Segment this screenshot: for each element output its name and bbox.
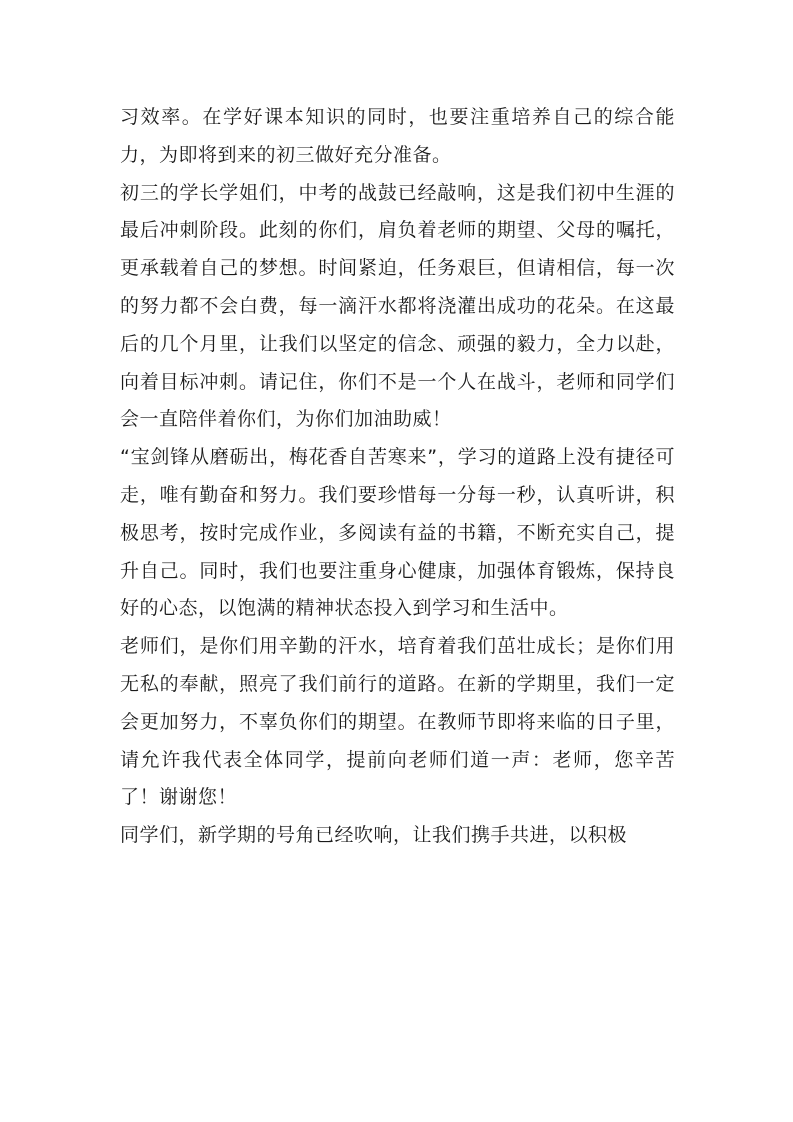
- paragraph-2: 初三的学长学姐们，中考的战鼓已经敲响，这是我们初中生涯的最后冲刺阶段。此刻的你们，肩负着老师的期望、父母的嘱托，更承载着自己的梦想。时间紧迫，任务艰巨，但请相信，每一次的努力都不会白费，每一滴汗水都将浇灌出成功的花朵。在这最后的几个月里，让我们以坚定的信念、顽强的毅力，全力以赴，向着目标冲刺。请记住，你们不是一个人在战斗，老师和同学们会一直陪伴着你们，为你们加油助威！: [120, 181, 675, 431]
- document-body: [120, 99, 675, 855]
- paragraph-4: 老师们，是你们用辛勤的汗水，培育着我们茁壮成长；是你们用无私的奉献，照亮了我们前行的道路。在新的学期里，我们一定会更加努力，不辜负你们的期望。在教师节即将来临的日子里，请允许我代表全体同学，提前向老师们道一声：老师，您辛苦了！谢谢您！: [120, 635, 675, 809]
- paragraph-5: 同学们，新学期的号角已经吹响，让我们携手共进，以积极: [120, 824, 628, 847]
- paragraph-1: 习效率。在学好课本知识的同时，也要注重培养自己的综合能力，为即将到来的初三做好充分准备。: [120, 106, 675, 166]
- paragraph-3: “宝剑锋从磨砺出，梅花香自苦寒来”，学习的道路上没有捷径可走，唯有勤奋和努力。我们要珍惜每一分每一秒，认真听讲，积极思考，按时完成作业，多阅读有益的书籍，不断充实自己，提升自己。同时，我们也要注重身心健康，加强体育锻炼，保持良好的心态，以饱满的精神状态投入到学习和生活中。: [120, 446, 675, 620]
